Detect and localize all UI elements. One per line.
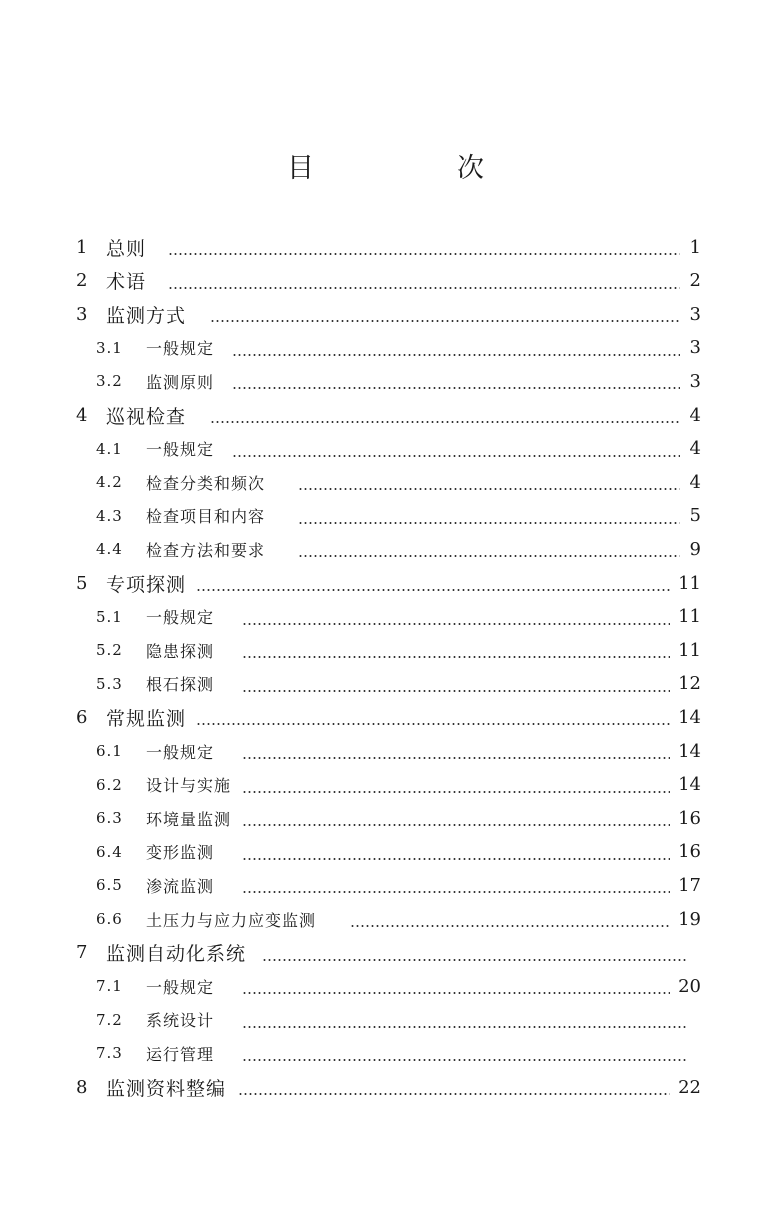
toc-entry-number: 7.3 [96, 1044, 123, 1063]
toc-entry-title: 系统设计 [146, 1011, 215, 1031]
toc-dot-leader [242, 824, 670, 826]
toc-entry-title: 一般规定 [146, 440, 215, 460]
toc-entry-title: 一般规定 [146, 339, 215, 359]
toc-entry-title: 专项探测 [106, 573, 187, 596]
toc-entry-title: 监测原则 [146, 372, 215, 392]
toc-entry[interactable] [0, 366, 771, 396]
toc-entry[interactable] [0, 938, 771, 968]
toc-entry[interactable] [0, 501, 771, 531]
toc-dot-leader [196, 723, 670, 725]
toc-dot-leader [242, 690, 670, 692]
toc-entry-number: 5 [76, 572, 88, 594]
toc-entry-title: 隐患探测 [146, 641, 215, 661]
toc-entry[interactable] [0, 266, 771, 296]
toc-entry-number: 6.2 [96, 775, 123, 794]
toc-entry-number: 4.1 [96, 439, 123, 458]
toc-entry[interactable] [0, 669, 771, 699]
toc-dot-leader [238, 1093, 670, 1095]
toc-entry-page-number: 17 [678, 874, 701, 896]
toc-entry-title: 监测方式 [106, 304, 187, 327]
toc-entry-page-number: 14 [678, 740, 701, 762]
toc-entry[interactable] [0, 602, 771, 632]
toc-entry-page-number: 3 [689, 337, 701, 359]
toc-entry[interactable] [0, 232, 771, 262]
toc-entry-title: 变形监测 [146, 843, 215, 863]
toc-entry-number: 4.4 [96, 540, 123, 559]
toc-entry[interactable] [0, 803, 771, 833]
toc-dot-leader [242, 891, 670, 893]
toc-entry[interactable] [0, 971, 771, 1001]
toc-entry[interactable] [0, 1072, 771, 1102]
toc-entry-title: 监测资料整编 [106, 1077, 227, 1100]
toc-entry-title: 检查分类和频次 [146, 473, 266, 493]
toc-entry[interactable] [0, 837, 771, 867]
toc-entry-number: 3.1 [96, 338, 123, 357]
toc-dot-leader [242, 757, 670, 759]
toc-entry-title: 总则 [106, 237, 147, 260]
toc-entry-title: 一般规定 [146, 977, 215, 997]
toc-entry[interactable] [0, 635, 771, 665]
toc-entry-title: 术语 [106, 271, 147, 294]
toc-entry-number: 3 [76, 303, 88, 325]
page-title: 目 次 [287, 153, 542, 184]
toc-entry-title: 根石探测 [146, 675, 215, 695]
toc-entry-page-number: 4 [689, 438, 701, 460]
toc-entry[interactable] [0, 534, 771, 564]
toc-entry-title: 一般规定 [146, 608, 215, 628]
toc-entry-number: 1 [76, 236, 88, 258]
toc-dot-leader [242, 1059, 688, 1061]
toc-entry[interactable] [0, 1005, 771, 1035]
toc-entry-page-number: 3 [689, 303, 701, 325]
toc-entry[interactable] [0, 702, 771, 732]
toc-dot-leader [242, 656, 670, 658]
toc-dot-leader [242, 791, 670, 793]
toc-entry-number: 7.1 [96, 977, 123, 996]
toc-entry-number: 3.2 [96, 372, 123, 391]
toc-dot-leader [262, 959, 688, 961]
toc-entry[interactable] [0, 736, 771, 766]
toc-entry-page-number: 19 [678, 908, 701, 930]
toc-entry[interactable] [0, 467, 771, 497]
toc-entry-number: 4.2 [96, 473, 123, 492]
toc-entry-page-number: 11 [678, 572, 701, 594]
toc-dot-leader [196, 589, 670, 591]
toc-dot-leader [298, 555, 680, 557]
toc-entry-number: 5.2 [96, 641, 123, 660]
toc-entry-number: 6.1 [96, 742, 123, 760]
toc-entry[interactable] [0, 434, 771, 464]
toc-entry-page-number: 14 [678, 706, 701, 728]
toc-entry-title: 巡视检查 [106, 405, 187, 428]
toc-dot-leader [298, 488, 680, 490]
toc-entry-number: 8 [76, 1076, 88, 1098]
toc-entry-title: 设计与实施 [146, 776, 232, 796]
toc-dot-leader [210, 320, 680, 322]
toc-dot-leader [232, 354, 680, 356]
toc-entry-title: 常规监测 [106, 707, 187, 730]
toc-dot-leader [242, 992, 670, 994]
toc-entry-page-number: 5 [689, 505, 701, 527]
toc-entry-number: 6.4 [96, 842, 123, 861]
toc-entry[interactable] [0, 333, 771, 363]
toc-entry-page-number: 9 [689, 538, 701, 560]
toc-dot-leader [232, 455, 680, 457]
toc-dot-leader [168, 287, 680, 289]
toc-entry-number: 4 [76, 404, 88, 426]
toc-entry-page-number: 2 [689, 270, 701, 292]
toc-entry-number: 6.5 [96, 876, 123, 895]
toc-entry-number: 7.2 [96, 1010, 123, 1029]
toc-entry-title: 检查项目和内容 [146, 507, 266, 527]
toc-entry-title: 渗流监测 [146, 876, 215, 896]
toc-entry-number: 2 [76, 270, 88, 292]
toc-entry-title: 监测自动化系统 [106, 943, 247, 966]
toc-entry-page-number: 11 [678, 639, 701, 661]
toc-entry[interactable] [0, 904, 771, 934]
toc-entry-number: 5.3 [96, 674, 123, 693]
toc-entry-page-number: 12 [678, 673, 701, 695]
toc-entry[interactable] [0, 770, 771, 800]
toc-entry-title: 一般规定 [146, 742, 215, 762]
toc-entry-page-number: 22 [678, 1076, 701, 1098]
toc-entry-number: 5.1 [96, 607, 123, 626]
toc-dot-leader [210, 421, 680, 423]
toc-entry-page-number: 20 [678, 975, 701, 997]
toc-entry-title: 环境量监测 [146, 809, 232, 829]
toc-entry-page-number: 4 [689, 404, 701, 426]
toc-entry[interactable] [0, 400, 771, 430]
toc-dot-leader [350, 925, 670, 927]
toc-entry-number: 6.3 [96, 809, 123, 828]
toc-entry-page-number: 1 [689, 236, 701, 258]
toc-entry-page-number: 11 [678, 606, 701, 628]
toc-entry[interactable] [0, 568, 771, 598]
toc-dot-leader [242, 858, 670, 860]
toc-entry-page-number: 3 [689, 370, 701, 392]
toc-entry-number: 6 [76, 706, 88, 728]
toc-entry-page-number: 4 [689, 471, 701, 493]
toc-dot-leader [242, 1026, 688, 1028]
toc-entry[interactable] [0, 299, 771, 329]
toc-entry-page-number: 16 [678, 841, 701, 863]
toc-entry-title: 检查方法和要求 [146, 540, 266, 560]
toc-entry-number: 7 [76, 942, 88, 964]
toc-entry-number: 4.3 [96, 506, 123, 525]
toc-dot-leader [168, 253, 680, 255]
toc-entry-title: 运行管理 [146, 1044, 215, 1064]
toc-dot-leader [232, 387, 680, 389]
toc-entry[interactable] [0, 870, 771, 900]
toc-entry-number: 6.6 [96, 910, 123, 928]
toc-dot-leader [242, 623, 670, 625]
toc-entry-title: 土压力与应力应变监测 [146, 910, 317, 930]
toc-entry-page-number: 16 [678, 807, 701, 829]
toc-dot-leader [298, 522, 680, 524]
toc-entry[interactable] [0, 1038, 771, 1068]
toc-entry-page-number: 14 [678, 774, 701, 796]
